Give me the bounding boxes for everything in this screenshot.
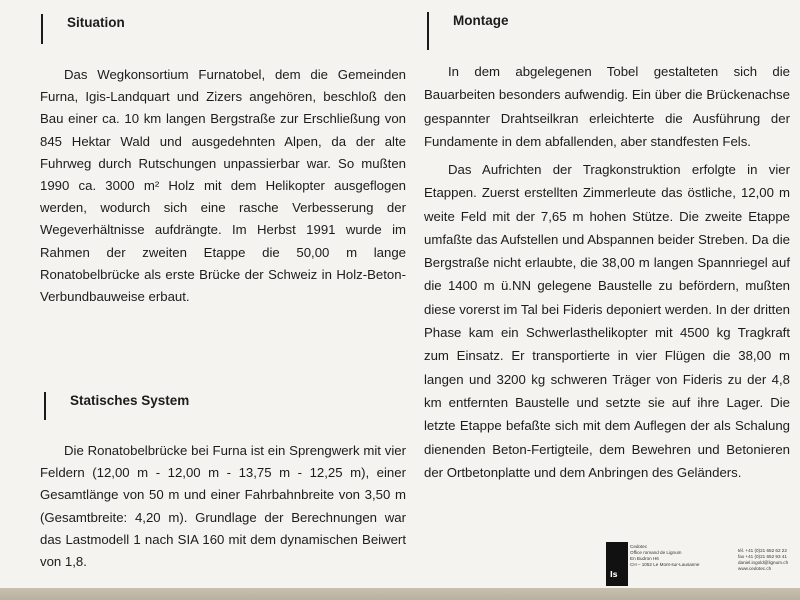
paragraph-montage-2: Das Aufrichten der Tragkonstruktion erfolgte in vier Etappen. Zuerst erstellten Zimmerleute das östliche, 12,00 m weite Feld mit der 7,65 m hohen Stütze. Die zweite Etappe umfaßte das Aufstellen und Abspannen beider Streben. Da die Bergstraße nicht erlaubte, die 38,00 m langen Spannriegel auf die 1400 m ü.NN gelegene Baustelle zu befördern, mußten diese vorerst im Tal bei Fideris deponiert werden. In der dritten Phase kam ein Schwerlasthelikopter mit 4500 kg Tragkraft zum Einsatz. Er transportierte in vier Flügen die 38,00 m langen und 3200 kg schweren Träger von Fideris zu der 4,8 km entfernten Baustelle und setzte sie auf ihre Lager. Die letzte Etappe befaßte sich mit dem Auflegen der als Schalung dienenden Beton-Fertigteile, dem Bewehren und Betonieren der Ortbetonplatte und dem Anbringen des Geländers. (424, 162, 790, 480)
section-marker-statisches-system (44, 392, 46, 420)
lignum-logo-icon: ls (606, 542, 628, 586)
cedotec-address: Cedotec Office romand de Lignum En Budron H6 CH – 1052 Le Mont-sur-Lausanne (630, 544, 700, 567)
cedotec-logo-block (606, 542, 796, 588)
heading-montage: Montage (453, 13, 509, 28)
page-edge-strip (0, 588, 800, 600)
heading-situation: Situation (67, 15, 125, 30)
paragraph-statisches-system: Die Ronatobelbrücke bei Furna ist ein Sprengwerk mit vier Feldern (12,00 m - 12,00 m - 13,75 m - 12,25 m), einer Gesamtlänge von 50 m und einer Fahrbahnbreite von 3,50 m (Gesamtbreite: 4,20 m). Grundlage der Berechnungen war das Lastmodell 1 nach SIA 160 mit dem dynamischen Beiwert von 1,8. (40, 443, 406, 570)
heading-statisches-system: Statisches System (70, 393, 190, 408)
paragraph-situation: Das Wegkonsortium Furnatobel, dem die Gemeinden Furna, Igis-Landquart und Zizers angehören, beschloß den Bau einer ca. 10 km langen Bergstraße zur Erschließung von 845 Hektar Wald und ausgedehnten Alpen, da der alte Fuhrweg durch Rutschungen unpassierbar war. So mußten 1990 ca. 3000 m² Holz mit dem Helikopter ausgeflogen werden, wodurch sich eine rasche Verbesserung der Wegeverhältnisse aufdrängte. Im Herbst 1991 wurde im Rahmen der zweiten Etappe die 50,00 m lange Ronatobelbrücke als erste Brücke der Schweiz in Holz-Beton-Verbundbauweise erbaut. (40, 67, 406, 305)
section-marker-montage (427, 12, 429, 50)
section-marker-situation (41, 14, 43, 44)
paragraph-montage-1: In dem abgelegenen Tobel gestalteten sich die Bauarbeiten besonders aufwendig. Ein über die Brückenachse gespannter Drahtseilkran erleichterte die Ausführung der Fundamente in dem abfallenden, aber standfesten Fels. (424, 64, 790, 149)
cedotec-contact: tél. +41 (0)21 652 62 22 fax +41 (0)21 652 93 41 daniel.ingold@lignum.ch www.cedotec.ch (738, 548, 789, 571)
